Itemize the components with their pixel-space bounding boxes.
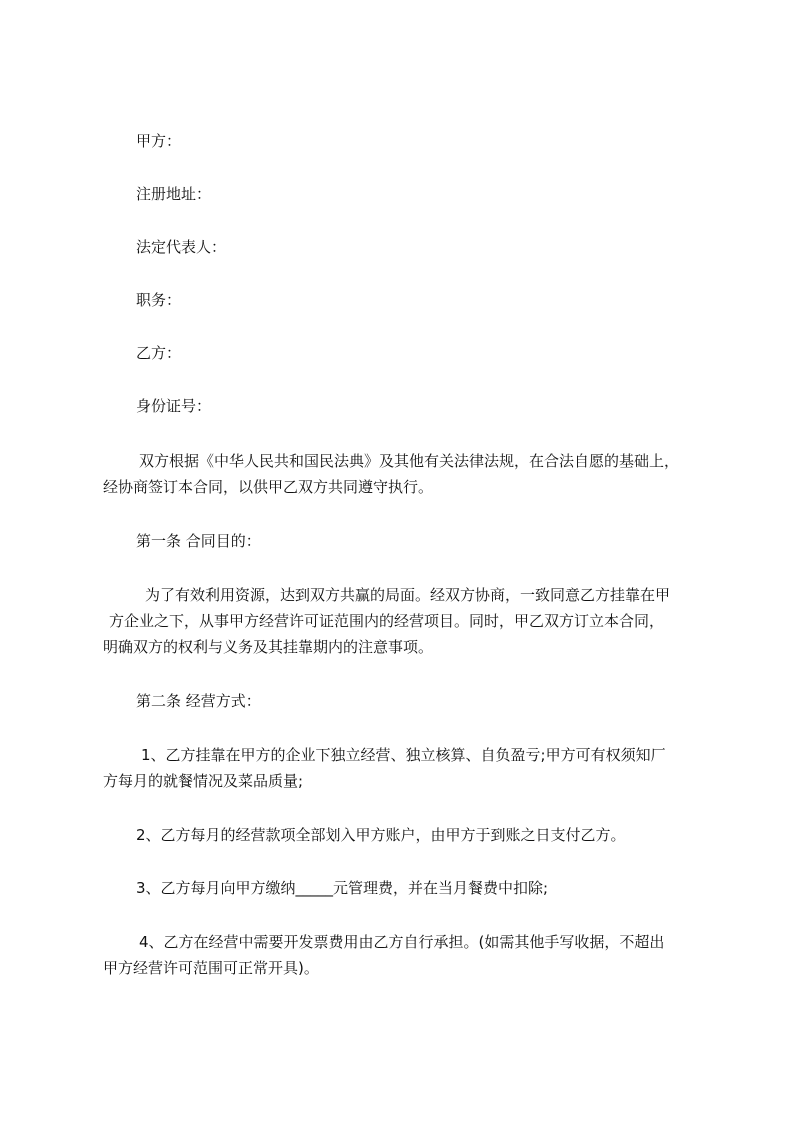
article-1-heading: 第一条 合同目的： xyxy=(136,532,261,550)
article-1-line-2: 方企业之下，从事甲方经营许可证范围内的经营项目。同时，甲乙双方订立本合同， xyxy=(109,612,665,630)
id-number-label: 身份证号： xyxy=(136,397,212,415)
article-2-item-4 xyxy=(103,929,683,981)
article-2-item-1 xyxy=(103,742,683,794)
article-2-item-1-line-1: 1、乙方挂靠在甲方的企业下独立经营、独立核算、自负盈亏;甲方可有权须知厂 xyxy=(141,746,666,764)
position-label: 职务： xyxy=(136,291,182,309)
article-2-item-4-line-1: 4、乙方在经营中需要开发票费用由乙方自行承担。(如需其他手写收据，不超出 xyxy=(139,933,665,951)
preamble-line-1: 双方根据《中华人民共和国民法典》及其他有关法律法规，在合法自愿的基础上， xyxy=(139,452,680,470)
party-a-label: 甲方： xyxy=(136,132,182,150)
article-2-item-2: 2、乙方每月的经营款项全部划入甲方账户，由甲方于到账之日支付乙方。 xyxy=(136,826,626,844)
party-b-label: 乙方： xyxy=(136,344,182,362)
registered-address-label: 注册地址： xyxy=(136,185,212,203)
preamble-paragraph xyxy=(103,448,683,500)
article-1-line-1: 为了有效利用资源，达到双方共赢的局面。经双方协商，一致同意乙方挂靠在甲 xyxy=(145,586,671,604)
legal-representative-label: 法定代表人： xyxy=(136,238,227,256)
article-2-item-3: 3、乙方每月向甲方缴纳_____元管理费，并在当月餐费中扣除; xyxy=(136,879,549,897)
preamble-line-2: 经协商签订本合同，以供甲乙双方共同遵守执行。 xyxy=(103,478,434,496)
article-1-paragraph xyxy=(103,582,683,660)
article-1-line-3: 明确双方的权利与义务及其挂靠期内的注意事项。 xyxy=(103,638,434,656)
article-2-item-1-line-2: 方每月的就餐情况及菜品质量; xyxy=(103,772,304,790)
article-2-item-4-line-2: 甲方经营许可范围可正常开具)。 xyxy=(103,959,319,977)
article-2-heading: 第二条 经营方式： xyxy=(136,692,261,710)
